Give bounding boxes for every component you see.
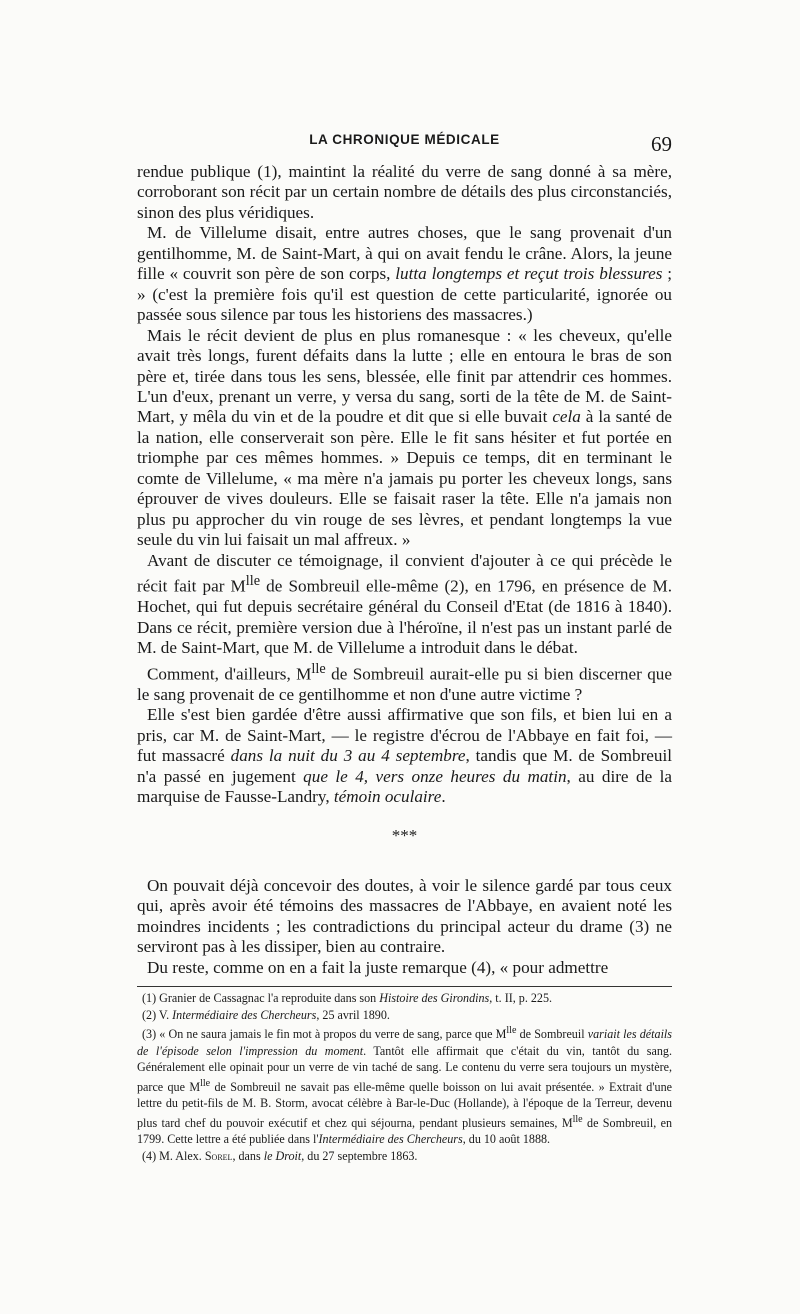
running-head: LA CHRONIQUE MÉDICALE <box>309 132 500 147</box>
italic-text: que le 4, vers onze heures du matin <box>303 766 567 786</box>
superscript: lle <box>506 1025 517 1037</box>
main-text <box>137 162 672 807</box>
paragraph: M. de Villelume disait, entre autres choses, que le sang provenait d'un gentilhomme, M. de Saint-Mart, à qui on avait fendu le crâne. Alors, la jeune fille « couvrit son père de son corps, lutta longtemps et reçut trois blessures ; » (c'est la première fois qu'il est question de cette particularité, ignorée ou passée sous silence par tous les historiens des massacres.) <box>137 223 672 325</box>
superscript: lle <box>311 660 326 677</box>
paragraph: Mais le récit devient de plus en plus romanesque : « les cheveux, qu'elle avait très longs, furent défaits dans la lutte ; elle en entoura le bras de son père et, tirée dans tous les sens, blessée, elle finit par attendrir ces hommes. L'un d'eux, prenant un verre, y versa du sang, sorti de la tête de M. de Saint-Mart, y mêla du vin et de la poudre et dit que si elle buvait cela à la santé de la nation, elle conserverait son père. Elle le fit sans hésiter et fut portée en triomphe par ces mêmes hommes. » Depuis ce temps, dit en terminant le comte de Villelume, « ma mère n'a jamais pu porter les cheveux longs, sans éprouver de vives douleurs. Elle se faisait raser la tête. Elle n'a jamais non plus pu approcher du vin rouge de ses lèvres, et pendant longtemps la vue seule du vin lui faisait un mal affreux. » <box>137 325 672 550</box>
paragraph: Du reste, comme on en a fait la juste remarque (4), « pour admettre <box>147 957 609 977</box>
footnote: (3) « On ne saura jamais le fin mot à propos du verre de sang, parce que $M^{lle}$ de Sombreuil variait les détails de l'épisode selon l'impression du moment. Tantôt elle affirmait que c'était du vin, tantôt du sang. Généralement elle opinait pour un verre de vin taché de sang. Le contenu du verre sera toujours un mystère, parce que $M^{lle}$ de Sombreuil ne savait pas elle-même quelle boisson on lui avait présentée. » Extrait d'une lettre du petit-fils de M. B. Storm, avocat célèbre à Bar-le-Duc (Hollande), à l'époque de la Terreur, devenu plus tard chef du pouvoir exécutif et chez qui séjourna, pendant plusieurs semaines, $M^{lle}$ de Sombreuil, en 1799. Cette lettre a été publiée dans l'Intermédiaire des Chercheurs, du 10 août 1888. <box>137 1025 673 1147</box>
italic-text: Histoire des Girondins <box>379 991 490 1005</box>
italic-text: Intermédiaire des Chercheurs <box>172 1007 317 1022</box>
superscript: lle <box>572 1113 583 1125</box>
footnote-rule <box>137 986 672 987</box>
italic-text: cela <box>552 407 581 427</box>
footnotes <box>137 990 672 1165</box>
italic-text: témoin oculaire <box>333 787 442 807</box>
small-caps-name: Sorel <box>204 1149 233 1164</box>
section-break: *** <box>391 826 418 845</box>
paragraph: On pouvait déjà concevoir des doutes, à voir le silence gardé par tous ceux qui, après avoir été témoins des massacres de l'Abbaye, en avaient noté les moindres incidents ; les contradictions du principal acteur du drame (3) ne serviront pas à les dissiper, bien au contraire. <box>137 876 672 957</box>
paragraph: rendue publique (1), maintint la réalité du verre de sang donné à sa mère, corroborant son récit par un certain nombre de détails des plus circonstanciés, sinon des plus véridiques. <box>137 162 672 222</box>
italic-text: lutta longtemps et reçut trois blessures <box>395 264 663 284</box>
footnote: (4) M. Alex. Sorel, dans le Droit, du 27 septembre 1863. <box>142 1149 418 1164</box>
main-text-continued <box>137 876 672 978</box>
page-header <box>137 132 672 157</box>
paragraph: Avant de discuter ce témoignage, il convient d'ajouter à ce qui précède le récit fait par $M^{lle}$ de Sombreuil elle-même (2), en 1796, en présence de M. Hochet, qui fut depuis secrétaire général du Conseil d'Etat (de 1816 à 1840). Dans ce récit, première version due à l'héroïne, il n'est pas un instant parlé de M. de Saint-Mart, que M. de Villelume a introduit dans le débat. <box>137 550 673 658</box>
page-number: 69 <box>651 132 672 156</box>
italic-text: le Droit <box>263 1149 302 1164</box>
footnote: (1) Granier de Cassagnac l'a reproduite dans son Histoire des Girondins, t. II, p. 225. <box>142 991 553 1005</box>
paragraph: Elle s'est bien gardée d'être aussi affirmative que son fils, et bien lui en a pris, car M. de Saint-Mart, — le registre d'écrou de l'Abbaye en fait foi, — fut massacré dans la nuit du 3 au 4 septembre, tandis que M. de Sombreuil n'a passé en jugement que le 4, vers onze heures du matin, au dire de la marquise de Fausse-Landry, témoin oculaire. <box>137 705 672 807</box>
paragraph: Comment, d'ailleurs, $M^{lle}$ de Sombreuil aurait-elle pu si bien discerner que le sang provenait de ce gentilhomme et non d'une autre victime ? <box>137 660 672 704</box>
italic-text: dans la nuit du 3 au 4 septembre <box>230 746 466 766</box>
superscript: lle <box>200 1077 211 1089</box>
italic-text: variait les détails de l'épisode selon l'impression du moment <box>137 1027 673 1058</box>
italic-text: Intermédiaire des Chercheurs <box>318 1132 463 1147</box>
superscript: lle <box>245 573 261 590</box>
footnote: (2) V. Intermédiaire des Chercheurs, 25 avril 1890. <box>142 1007 390 1022</box>
